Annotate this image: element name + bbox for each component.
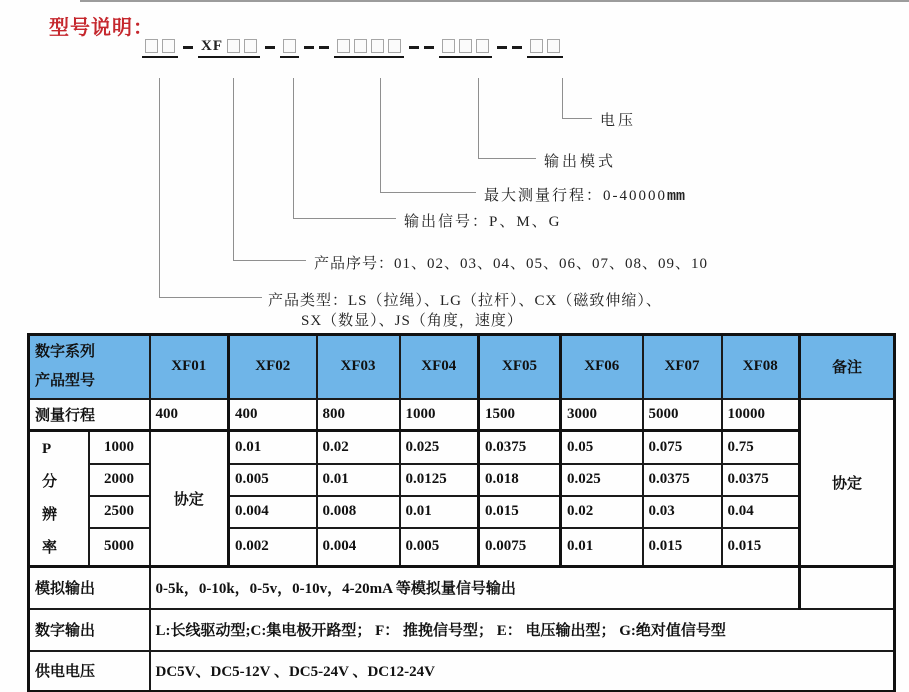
- blank-box-icon: [354, 39, 367, 53]
- blank-box-icon: [547, 39, 560, 53]
- cell-1000-xf08: 0.75: [722, 431, 800, 464]
- resolution-sub-label: 2000: [89, 464, 150, 496]
- resolution-char: 率: [42, 539, 58, 556]
- cell-2000-xf08: 0.0375: [722, 464, 800, 496]
- model-segment-output-mode: [439, 39, 492, 58]
- analog-output-label: 模拟输出: [29, 567, 150, 609]
- header-xf06: XF06: [561, 335, 643, 399]
- legend-output-mode: 输出模式: [544, 154, 617, 170]
- resolution-xf01-merged: 协定: [150, 431, 229, 567]
- header-xf08: XF08: [722, 335, 800, 399]
- leader-line: [159, 297, 262, 298]
- analog-remark-blank: [800, 567, 895, 609]
- blank-box-icon: [388, 39, 401, 53]
- travel-xf07: 5000: [643, 399, 722, 431]
- resolution-char: 分: [42, 473, 58, 490]
- blank-box-icon: [337, 39, 350, 53]
- dash-separator: [183, 46, 193, 49]
- cell-2500-xf03: 0.008: [317, 496, 400, 528]
- model-number-format: [142, 39, 563, 58]
- cell-1000-xf03: 0.02: [317, 431, 400, 464]
- table-header-row: [29, 335, 895, 399]
- legend-max-travel-unit: mm: [667, 188, 686, 205]
- cell-5000-xf03: 0.004: [317, 528, 400, 567]
- resolution-group-label: [29, 431, 89, 567]
- cell-2000-xf05: 0.018: [479, 464, 561, 496]
- dash-separator: [304, 46, 314, 49]
- power-supply-row: [29, 651, 895, 692]
- cell-5000-xf07: 0.015: [643, 528, 722, 567]
- blank-box-icon: [227, 39, 240, 53]
- leader-line: [233, 78, 234, 260]
- cell-2500-xf08: 0.04: [722, 496, 800, 528]
- cell-1000-xf04: 0.025: [400, 431, 479, 464]
- digital-output-row: [29, 609, 895, 651]
- cell-1000-xf07: 0.075: [643, 431, 722, 464]
- blank-box-icon: [145, 39, 158, 53]
- cell-5000-xf05: 0.0075: [479, 528, 561, 567]
- power-supply-label: 供电电压: [29, 651, 150, 692]
- legend-max-travel-text: 最大测量行程：0-40000: [484, 188, 667, 204]
- dash-separator: [265, 46, 275, 49]
- cell-2000-xf02: 0.005: [229, 464, 317, 496]
- travel-xf05: 1500: [479, 399, 561, 431]
- analog-output-value: 0-5k，0-10k，0-5v，0-10v，4-20mA 等模拟量信号输出: [150, 567, 800, 609]
- cell-5000-xf04: 0.005: [400, 528, 479, 567]
- scan-artifact-line: [80, 0, 909, 2]
- header-xf02: XF02: [229, 335, 317, 399]
- leader-line: [293, 78, 294, 218]
- cell-1000-xf05: 0.0375: [479, 431, 561, 464]
- cell-5000-xf06: 0.01: [561, 528, 643, 567]
- leader-line: [233, 260, 306, 261]
- cell-2500-xf04: 0.01: [400, 496, 479, 528]
- legend-voltage: 电压: [600, 113, 637, 129]
- digital-output-label: 数字输出: [29, 609, 150, 651]
- blank-box-icon: [442, 39, 455, 53]
- cell-2000-xf03: 0.01: [317, 464, 400, 496]
- leader-line: [380, 192, 476, 193]
- cell-2000-xf06: 0.025: [561, 464, 643, 496]
- digital-output-value: L:长线驱动型;C:集电极开路型； F： 推挽信号型； E： 电压输出型； G:绝对值信号型: [150, 609, 895, 651]
- cell-2500-xf02: 0.004: [229, 496, 317, 528]
- header-remark: 备注: [800, 335, 895, 399]
- resolution-sub-label: 5000: [89, 528, 150, 567]
- resolution-char: P: [42, 440, 52, 457]
- leader-line: [478, 158, 536, 159]
- cell-2500-xf06: 0.02: [561, 496, 643, 528]
- blank-box-icon: [459, 39, 472, 53]
- header-xf07: XF07: [643, 335, 722, 399]
- model-segment-type: [142, 39, 178, 58]
- leader-line: [478, 78, 479, 158]
- model-segment-travel: [334, 39, 404, 58]
- legend-output-signal: 输出信号：P、M、G: [404, 214, 562, 230]
- dash-separator: [424, 46, 434, 49]
- travel-xf01: 400: [150, 399, 229, 431]
- blank-box-icon: [476, 39, 489, 53]
- travel-xf06: 3000: [561, 399, 643, 431]
- header-series-cell: [29, 335, 150, 399]
- model-segment-voltage: [527, 39, 563, 58]
- leader-line: [380, 78, 381, 192]
- travel-xf02: 400: [229, 399, 317, 431]
- resolution-row-1000: [29, 431, 895, 464]
- leader-line: [562, 78, 563, 118]
- travel-label: 测量行程: [29, 399, 150, 431]
- model-segment-signal: [280, 39, 299, 58]
- cell-2500-xf07: 0.03: [643, 496, 722, 528]
- blank-box-icon: [371, 39, 384, 53]
- cell-5000-xf02: 0.002: [229, 528, 317, 567]
- analog-output-row: [29, 567, 895, 609]
- header-xf05: XF05: [479, 335, 561, 399]
- model-segment-series: [198, 39, 260, 58]
- power-supply-value: DC5V、DC5-12V 、DC5-24V 、DC12-24V: [150, 651, 895, 692]
- cell-5000-xf08: 0.015: [722, 528, 800, 567]
- resolution-sub-label: 2500: [89, 496, 150, 528]
- resolution-sub-label: 1000: [89, 431, 150, 464]
- dash-separator: [409, 46, 419, 49]
- travel-row: [29, 399, 895, 431]
- blank-box-icon: [244, 39, 257, 53]
- leader-line: [293, 218, 396, 219]
- blank-box-icon: [530, 39, 543, 53]
- leader-line: [159, 78, 160, 297]
- spec-table: [27, 333, 896, 692]
- legend-max-travel: [484, 184, 685, 205]
- travel-xf04: 1000: [400, 399, 479, 431]
- legend-product-type-line1: 产品类型：LS（拉绳）、LG（拉杆）、CX（磁致伸缩）、: [268, 293, 662, 309]
- page-title: 型号说明：: [49, 17, 154, 39]
- travel-xf08: 10000: [722, 399, 800, 431]
- remark-merged-cell: 协定: [800, 399, 895, 567]
- header-series-line1: 数字系列: [35, 343, 96, 360]
- dash-separator: [512, 46, 522, 49]
- blank-box-icon: [162, 39, 175, 53]
- legend-product-serial: 产品序号：01、02、03、04、05、06、07、08、09、10: [314, 256, 709, 272]
- header-xf01: XF01: [150, 335, 229, 399]
- cell-2500-xf05: 0.015: [479, 496, 561, 528]
- cell-1000-xf02: 0.01: [229, 431, 317, 464]
- blank-box-icon: [283, 39, 296, 53]
- header-xf03: XF03: [317, 335, 400, 399]
- dash-separator: [319, 46, 329, 49]
- header-xf04: XF04: [400, 335, 479, 399]
- dash-separator: [497, 46, 507, 49]
- cell-2000-xf07: 0.0375: [643, 464, 722, 496]
- cell-1000-xf06: 0.05: [561, 431, 643, 464]
- model-prefix: XF: [201, 38, 223, 54]
- resolution-char: 辨: [42, 506, 58, 523]
- header-series-line2: 产品型号: [35, 372, 96, 389]
- cell-2000-xf04: 0.0125: [400, 464, 479, 496]
- legend-product-type-line2: SX（数显）、JS（角度，速度）: [301, 313, 523, 329]
- leader-line: [562, 118, 592, 119]
- travel-xf03: 800: [317, 399, 400, 431]
